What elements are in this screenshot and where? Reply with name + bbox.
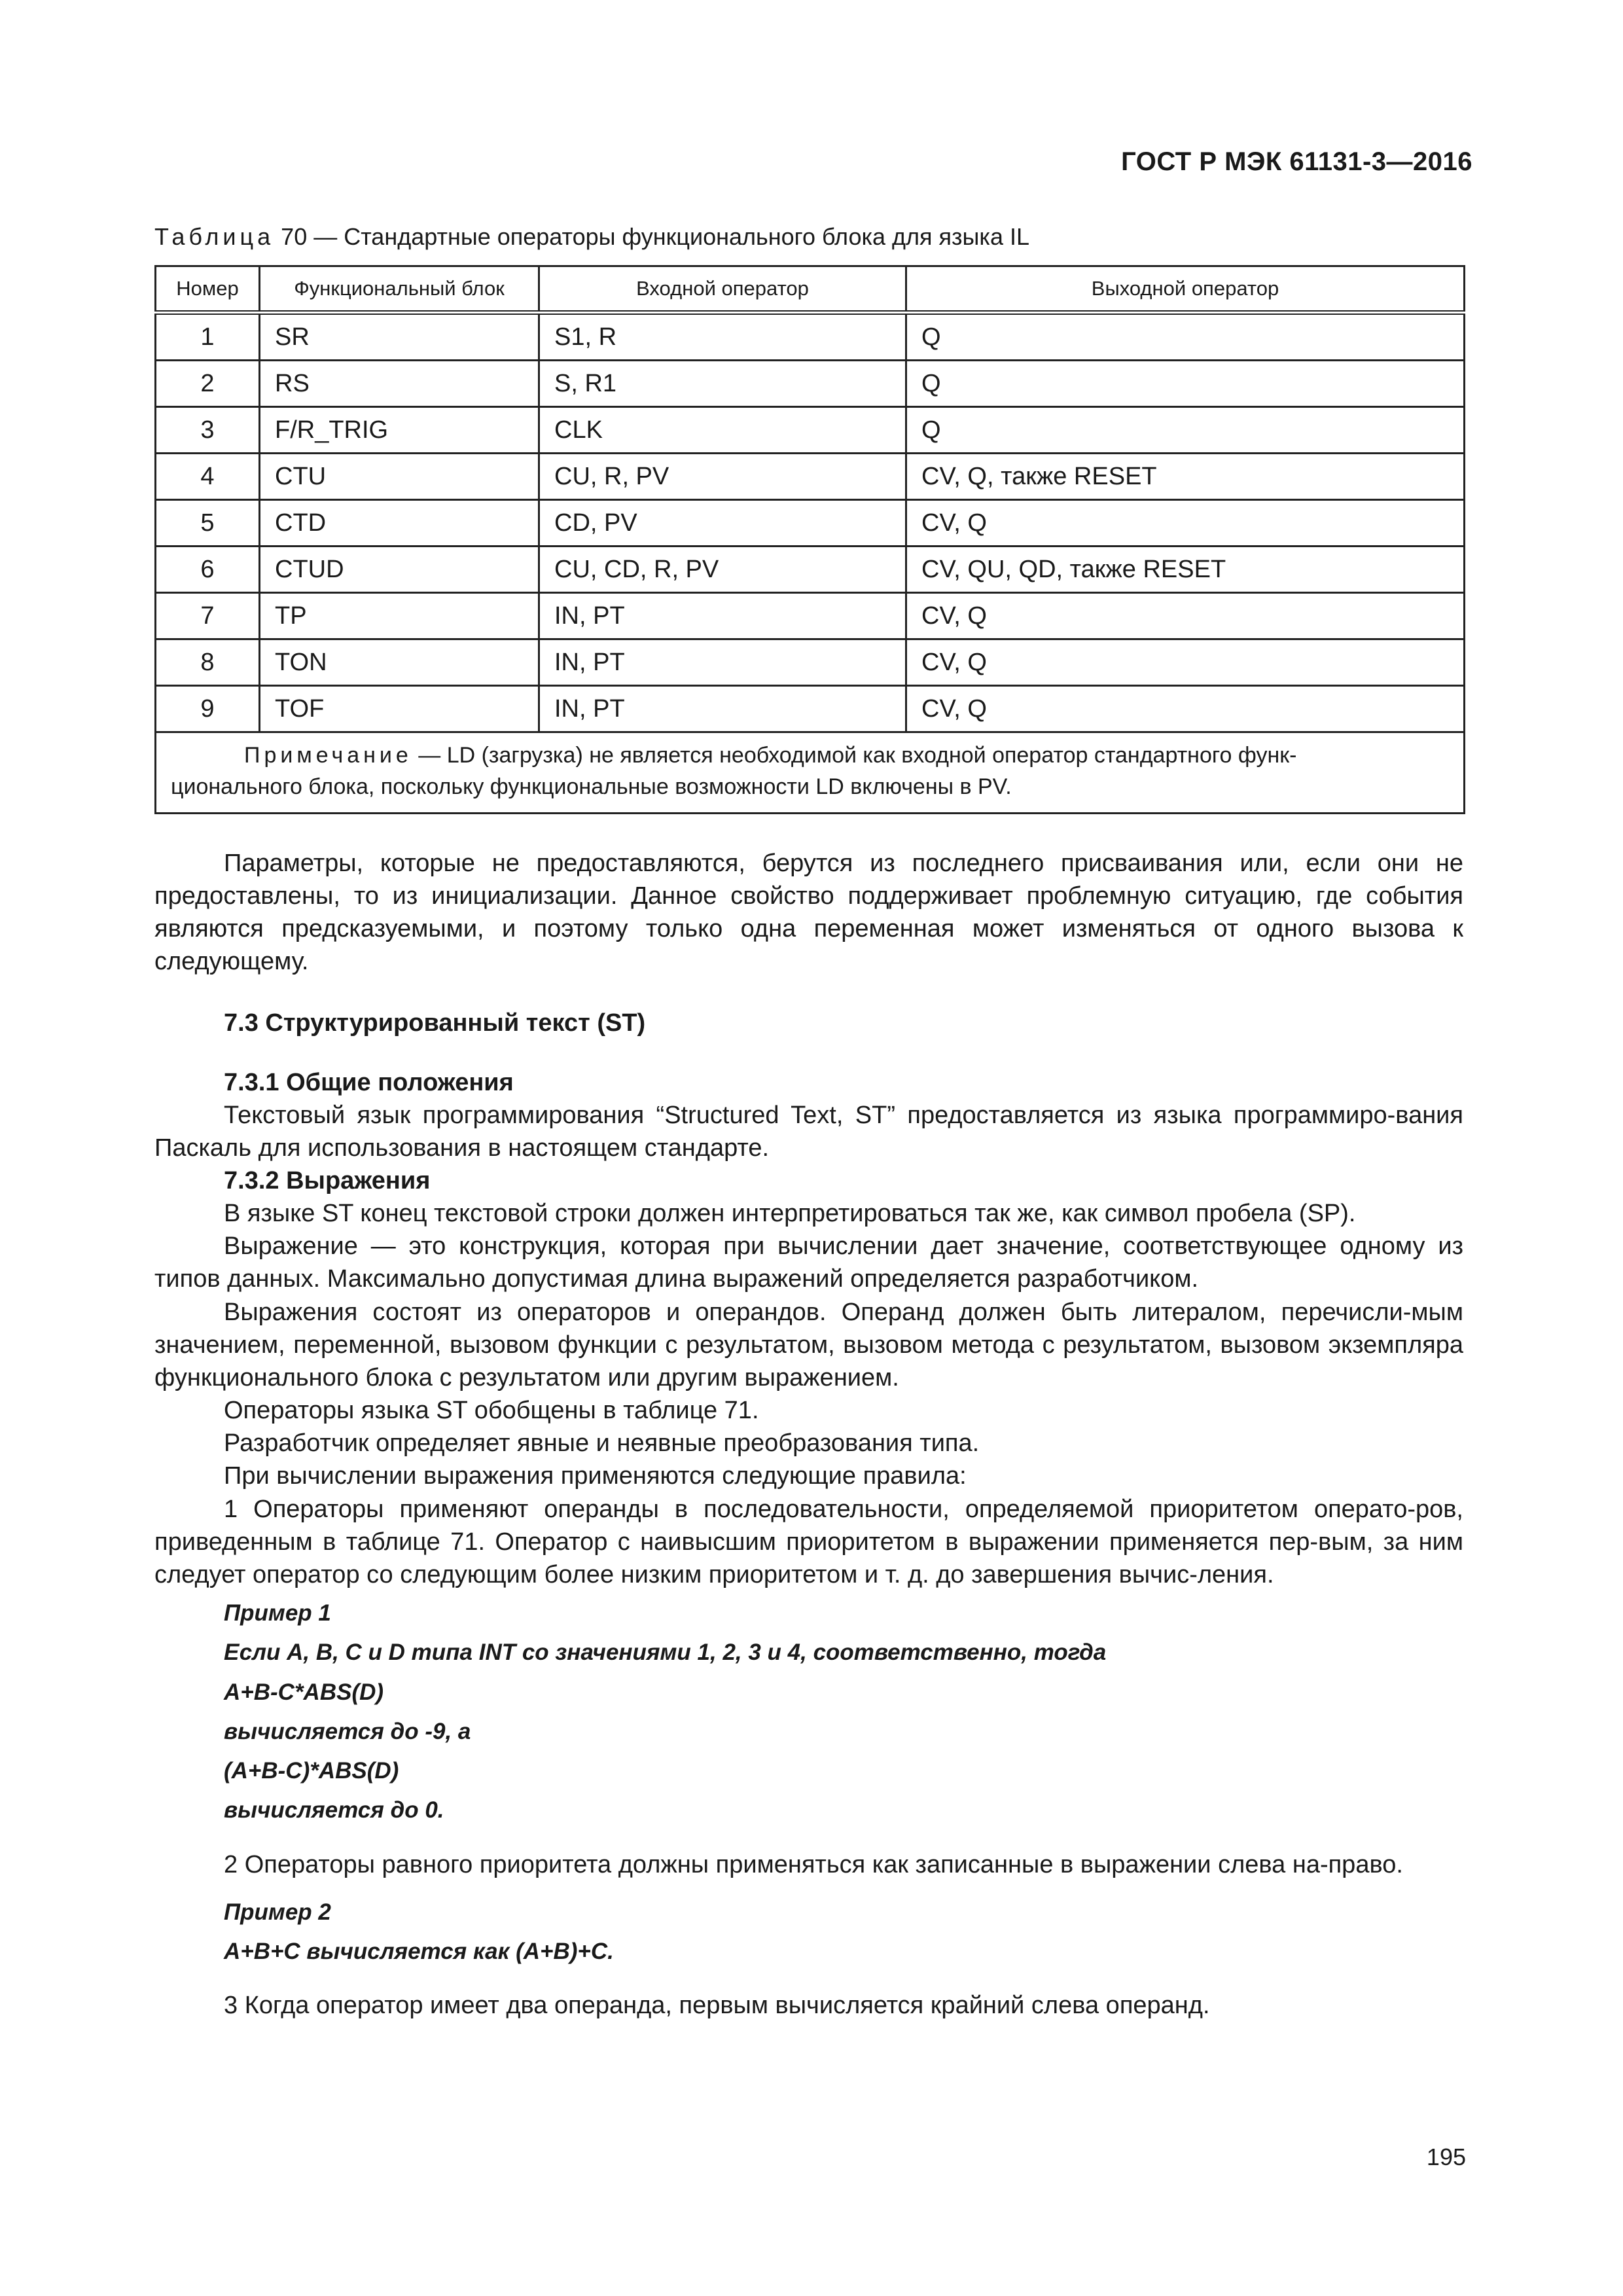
il-operators-table: [154, 265, 1465, 814]
table-caption: [154, 223, 1463, 251]
paragraph-rule-1: 1 Операторы применяют операнды в последовательности, определяемой приоритетом операто-ров, приведенным в таблице 71. Оператор с наивысшим приоритетом в выражении применяется пер-вым, за ним следует оператор со следующим более низким приоритетом и т. д. до завершения вычис-ления.: [154, 1495, 1463, 1588]
cell-input-operator: S, R1: [539, 361, 906, 407]
cell-input-operator: CD, PV: [539, 500, 906, 547]
example-1: [224, 1598, 1463, 1826]
paragraph-end-of-line: В языке ST конец текстовой строки должен интерпретироваться так же, как символ пробела (SP).: [224, 1200, 1356, 1228]
paragraph-rule-3: 3 Когда оператор имеет два операнда, первым вычисляется крайний слева операнд.: [224, 1992, 1210, 2020]
cell-input-operator: IN, PT: [539, 686, 906, 732]
table-row: [156, 313, 1465, 361]
cell-number: 7: [156, 593, 260, 639]
table-row: [156, 639, 1465, 686]
paragraph-conversions: Разработчик определяет явные и неявные преобразования типа.: [224, 1429, 980, 1458]
cell-input-operator: CLK: [539, 407, 906, 454]
col-header-number: Номер: [156, 266, 260, 313]
table-note-line-1: [171, 740, 1449, 771]
paragraph-table-71: Операторы языка ST обобщены в таблице 71.: [224, 1397, 759, 1425]
example-1-line: (A+B-C)*ABS(D): [224, 1758, 399, 1784]
cell-input-operator: IN, PT: [539, 593, 906, 639]
cell-input-operator: CU, R, PV: [539, 454, 906, 500]
standard-header: ГОСТ Р МЭК 61131-3—2016: [1121, 147, 1472, 176]
cell-function-block: SR: [260, 313, 539, 361]
table-row: [156, 500, 1465, 547]
table-caption-word: Таблица: [154, 223, 275, 250]
paragraph-rule-2: 2 Операторы равного приоритета должны применяться как записанные в выражении слева на-право.: [224, 1850, 1403, 1878]
cell-output-operator: CV, QU, QD, также RESET: [906, 547, 1465, 593]
table-header-row: [156, 266, 1465, 313]
cell-output-operator: CV, Q: [906, 500, 1465, 547]
col-header-function-block: Функциональный блок: [260, 266, 539, 313]
example-1-line: вычисляется до -9, а: [224, 1718, 471, 1744]
table-row: [156, 407, 1465, 454]
cell-number: 3: [156, 407, 260, 454]
table-row: [156, 686, 1465, 732]
cell-number: 2: [156, 361, 260, 407]
example-2-line: A+B+C вычисляется как (A+B)+C.: [224, 1938, 614, 1964]
table-note-row: [156, 732, 1465, 814]
example-1-title: Пример 1: [224, 1600, 331, 1626]
paragraph-parameters: Параметры, которые не предоставляются, берутся из последнего присваивания или, если они не предоставлены, то из инициализации. Данное свойство поддерживает проблемную ситуацию, где события являются предсказуемыми, и поэтому только одна переменная может изменяться от одного вызова к следующему.: [154, 849, 1463, 976]
cell-number: 9: [156, 686, 260, 732]
paragraph-7-3-1: Текстовый язык программирования “Structured Text, ST” предоставляется из языка программиро-вания Паскаль для использования в настоящем стандарте.: [154, 1101, 1463, 1162]
cell-output-operator: CV, Q, также RESET: [906, 454, 1465, 500]
example-1-line: A+B-C*ABS(D): [224, 1679, 384, 1705]
col-header-input-operator: Входной оператор: [539, 266, 906, 313]
cell-function-block: CTUD: [260, 547, 539, 593]
table-row: [156, 547, 1465, 593]
cell-number: 8: [156, 639, 260, 686]
cell-function-block: CTD: [260, 500, 539, 547]
cell-number: 4: [156, 454, 260, 500]
table-caption-text: 70 — Стандартные операторы функционального блока для языка IL: [281, 223, 1030, 250]
cell-function-block: RS: [260, 361, 539, 407]
cell-number: 6: [156, 547, 260, 593]
cell-number: 1: [156, 313, 260, 361]
cell-input-operator: CU, CD, R, PV: [539, 547, 906, 593]
cell-output-operator: Q: [906, 313, 1465, 361]
table-row: [156, 593, 1465, 639]
cell-function-block: CTU: [260, 454, 539, 500]
table-row: [156, 361, 1465, 407]
table-note-text-1: — LD (загрузка) не является необходимой как входной оператор стандартного функ-: [412, 743, 1297, 768]
cell-number: 5: [156, 500, 260, 547]
paragraph-expression: Выражение — это конструкция, которая при вычислении дает значение, соответствующее одному из типов данных. Максимально допустимая длина выражений определяется разработчиком.: [154, 1232, 1463, 1293]
cell-output-operator: Q: [906, 407, 1465, 454]
cell-function-block: TP: [260, 593, 539, 639]
cell-output-operator: CV, Q: [906, 686, 1465, 732]
col-header-output-operator: Выходной оператор: [906, 266, 1465, 313]
example-1-line: вычисляется до 0.: [224, 1797, 444, 1823]
cell-function-block: TOF: [260, 686, 539, 732]
table-note: [156, 732, 1465, 814]
cell-function-block: F/R_TRIG: [260, 407, 539, 454]
cell-output-operator: CV, Q: [906, 639, 1465, 686]
page-content: [154, 223, 1463, 2022]
table-row: [156, 454, 1465, 500]
paragraph-rules-intro: При вычислении выражения применяются следующие правила:: [224, 1462, 967, 1490]
section-heading-7-3-2: 7.3.2 Выражения: [224, 1166, 431, 1194]
example-1-line: Если A, B, C и D типа INT со значениями 1, 2, 3 и 4, соответственно, тогда: [224, 1640, 1107, 1666]
section-heading-7-3-1: 7.3.1 Общие положения: [224, 1068, 514, 1096]
example-2: [224, 1897, 1463, 1967]
cell-input-operator: S1, R: [539, 313, 906, 361]
table-note-word: Примечание: [244, 743, 412, 768]
table-note-line-2: ционального блока, поскольку функциональные возможности LD включены в PV.: [171, 774, 1012, 800]
paragraph-operands: Выражения состоят из операторов и операндов. Операнд должен быть литералом, перечисли-мым значением, переменной, вызовом функции с результатом, вызовом метода с результатом, вызовом экземпляра функционального блока с результатом или другим выражением.: [154, 1298, 1463, 1391]
cell-output-operator: CV, Q: [906, 593, 1465, 639]
cell-input-operator: IN, PT: [539, 639, 906, 686]
cell-function-block: TON: [260, 639, 539, 686]
page-number: 195: [1426, 2144, 1466, 2170]
cell-output-operator: Q: [906, 361, 1465, 407]
section-heading-7-3: 7.3 Структурированный текст (ST): [224, 1009, 646, 1037]
example-2-title: Пример 2: [224, 1899, 331, 1925]
